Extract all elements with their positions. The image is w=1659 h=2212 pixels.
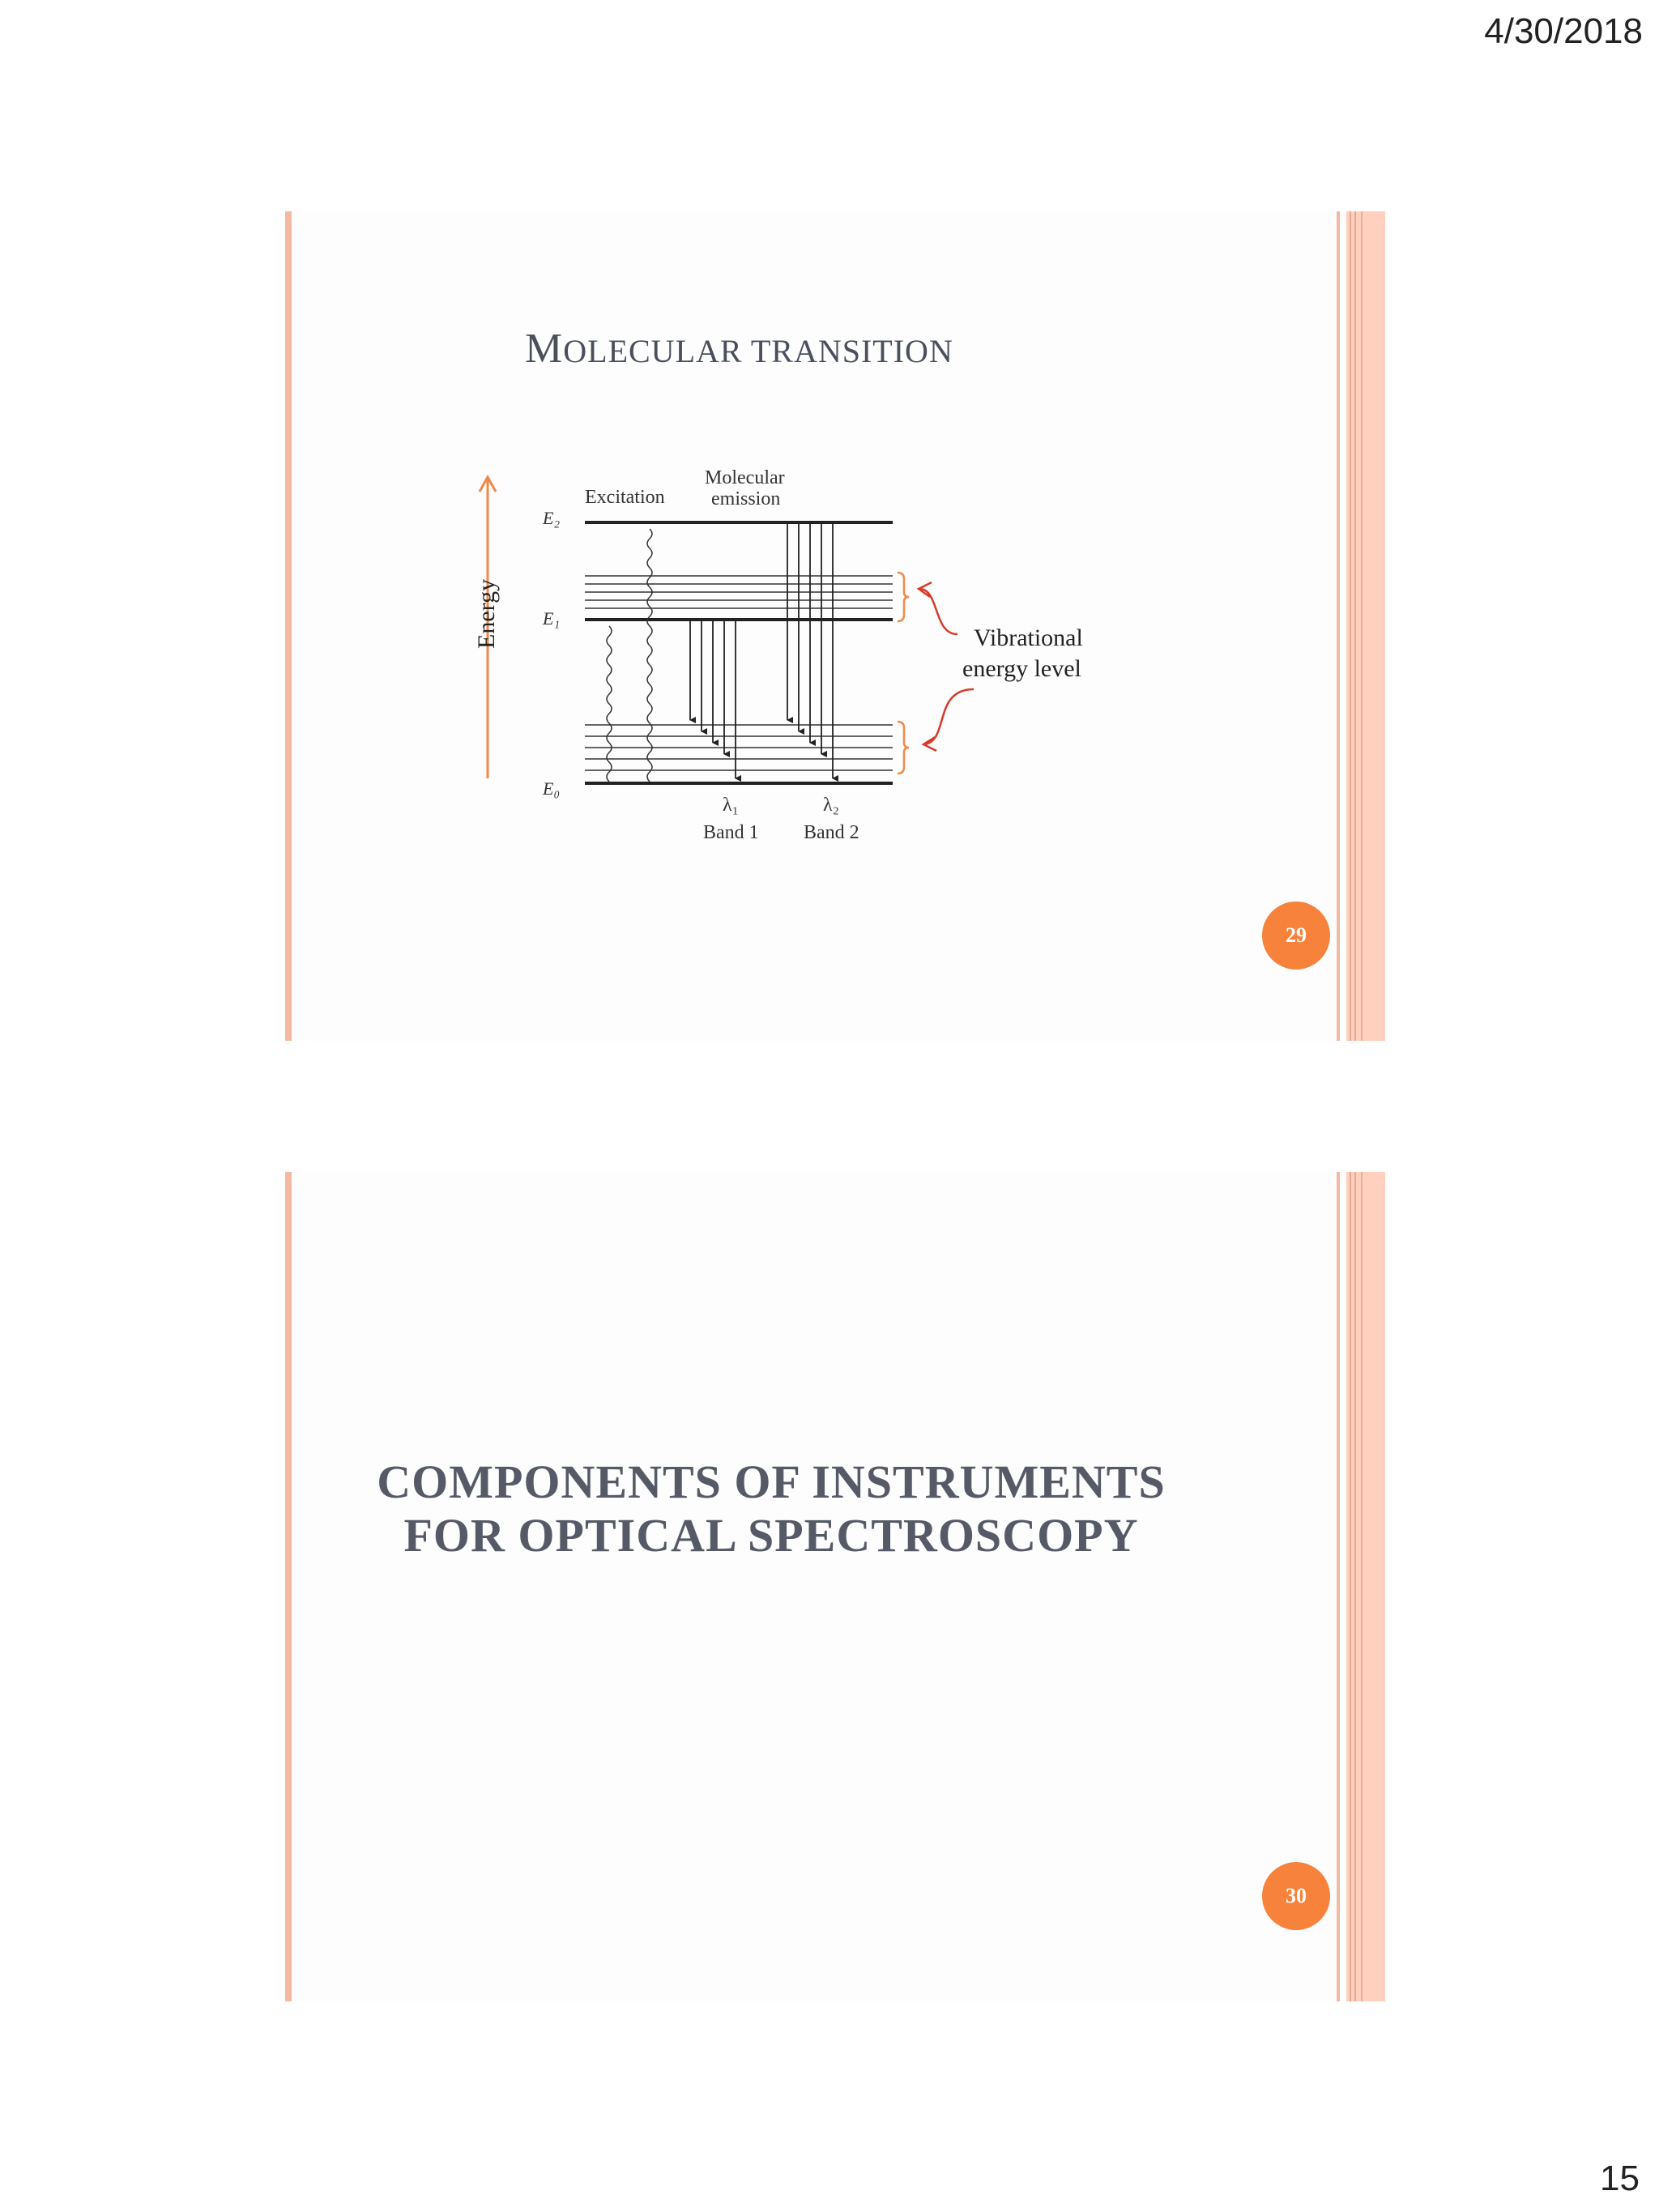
level-e0-label: E₀ bbox=[543, 778, 561, 799]
emission-label-line1: Molecular bbox=[705, 467, 785, 488]
slide-29 bbox=[285, 211, 1385, 1041]
vibrational-label-line2: energy level bbox=[962, 655, 1081, 682]
section-title-line2: FOR OPTICAL SPECTROSCOPY bbox=[403, 1509, 1139, 1562]
right-stripe-decoration bbox=[1337, 1172, 1385, 2001]
band1-label: Band 1 bbox=[703, 822, 759, 843]
upper-vibrational-bracket bbox=[898, 573, 909, 621]
right-stripe-decoration bbox=[1337, 211, 1385, 1041]
level-e2-label: E₂ bbox=[543, 508, 561, 528]
excitation-label: Excitation bbox=[585, 487, 665, 508]
excitation-wave-e1 bbox=[607, 626, 612, 782]
lambda1-label: λ₁ bbox=[723, 795, 740, 816]
lambda2-label: λ₂ bbox=[823, 795, 840, 816]
section-title bbox=[350, 1455, 1192, 1562]
slide-number-badge: 30 bbox=[1262, 1862, 1330, 1930]
slide-30 bbox=[285, 1172, 1385, 2001]
energy-level-diagram bbox=[447, 454, 1257, 876]
slide-number-badge: 29 bbox=[1262, 901, 1330, 970]
section-title-line1: COMPONENTS OF INSTRUMENTS bbox=[377, 1455, 1166, 1508]
vibrational-arrow-upper bbox=[920, 589, 957, 634]
left-accent-bar bbox=[285, 211, 292, 1041]
left-accent-bar bbox=[285, 1172, 292, 2001]
page-number: 15 bbox=[1600, 2159, 1640, 2198]
lower-vibrational-bracket bbox=[898, 722, 909, 774]
energy-label: Energy bbox=[473, 578, 500, 649]
emission-label-line2: emission bbox=[711, 488, 781, 509]
level-e1-label: E₁ bbox=[543, 608, 561, 629]
vibrational-arrow-lower bbox=[925, 689, 974, 744]
page-date: 4/30/2018 bbox=[1484, 11, 1643, 51]
band2-label: Band 2 bbox=[804, 822, 859, 843]
vibrational-label-line1: Vibrational bbox=[974, 624, 1083, 651]
excitation-wave-e2 bbox=[647, 529, 652, 782]
slide-title: MOLECULAR TRANSITION bbox=[525, 326, 953, 372]
